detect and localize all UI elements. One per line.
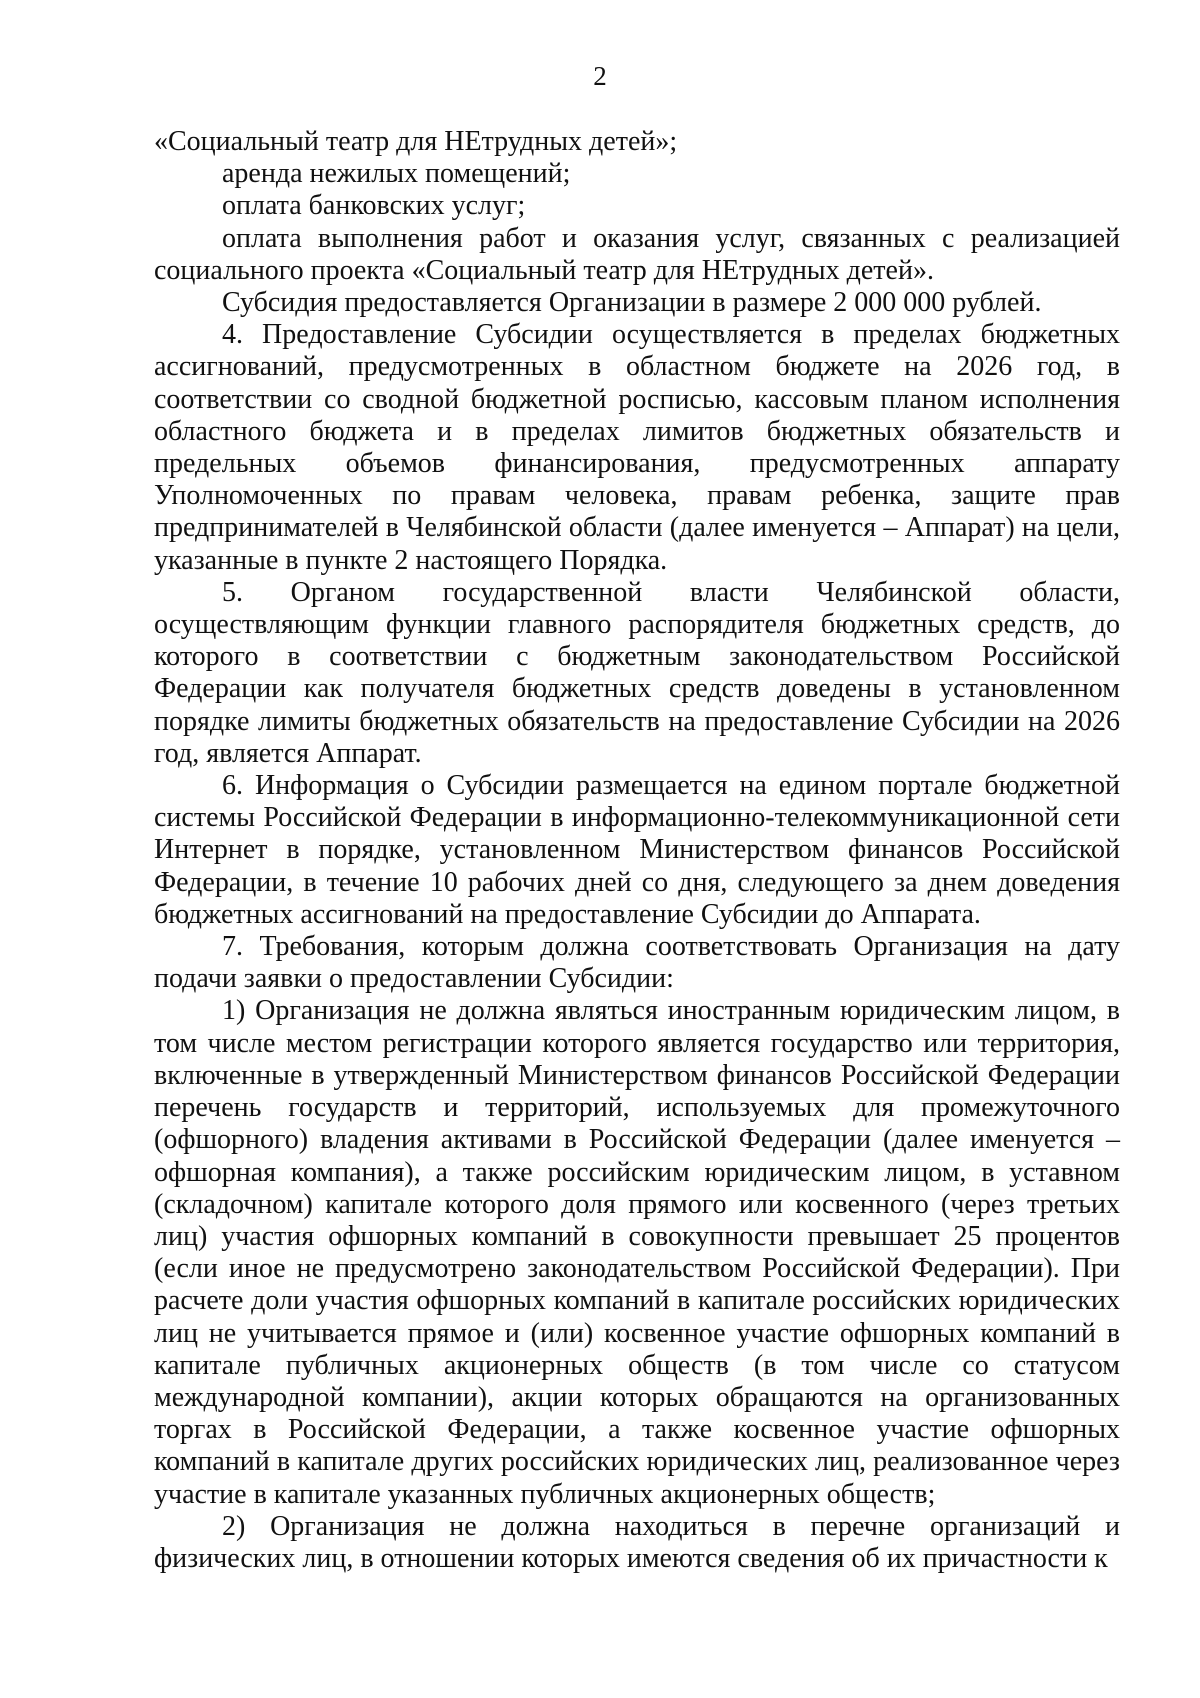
paragraph-item-4: 4. Предоставление Субсидии осуществляется в пределах бюджетных ассигнований, предусмотренных в областном бюджете на 2026 год, в соответствии со сводной бюджетной росписью, кассовым планом исполнения областного бюджета и в пределах лимитов бюджетных обязательств и предельных объемов финансирования, предусмотренных аппарату Уполномоченных по правам человека, правам ребенка, защите прав предпринимателей в Челябинской области (далее именуется – Аппарат) на цели, указанные в пункте 2 настоящего Порядка. [154,319,1120,576]
paragraph-project-name-continuation: «Социальный театр для НЕтрудных детей»; [154,126,678,157]
paragraph-requirement-2: 2) Организация не должна находиться в перечне организаций и физических лиц, в отношении которых имеются сведения об их причастности к [154,1510,1120,1574]
paragraph-subsidy-amount: Субсидия предоставляется Организации в размере 2 000 000 рублей. [222,287,1042,319]
paragraph-works-services: оплата выполнения работ и оказания услуг, связанных с реализацией социального проекта «Социальный театр для НЕтрудных детей». [154,222,1120,286]
paragraph-requirement-1: 1) Организация не должна являться иностранным юридическим лицом, в том числе местом регистрации которого является государство или территория, включенные в утвержденный Министерством финансов Российской Федерации перечень государств и территорий, используемых для промежуточного (офшорного) владения активами в Российской Федерации (далее именуется – офшорная компания), а также российским юридическим лицом, в уставном (складочном) капитале которого доля прямого или косвенного (через третьих лиц) участия офшорных компаний в совокупности превышает 25 процентов (если иное не предусмотрено законодательством Российской Федерации). При расчете доли участия офшорных компаний в капитале российских юридических лиц не учитывается прямое и (или) косвенное участие офшорных компаний в капитале публичных акционерных обществ (в том числе со статусом международной компании), акции которых обращаются на организованных торгах в Российской Федерации, а также косвенное участие офшорных компаний в капитале других российских юридических лиц, реализованное через участие в капитале указанных публичных акционерных обществ; [154,995,1120,1510]
paragraph-rent: аренда нежилых помещений; [222,158,571,190]
page-number: 2 [593,61,607,91]
paragraph-bank-services: оплата банковских услуг; [222,190,526,222]
paragraph-item-5: 5. Органом государственной власти Челябинской области, осуществляющим функции главного распорядителя бюджетных средств, до которого в соответствии с бюджетным законодательством Российской Федерации как получателя бюджетных средств доведены в установленном порядке лимиты бюджетных обязательств на предоставление Субсидии на 2026 год, является Аппарат. [154,576,1120,769]
paragraph-item-6: 6. Информация о Субсидии размещается на едином портале бюджетной системы Российской Федерации в информационно-телекоммуникационной сети Интернет в порядке, установленном Министерством финансов Российской Федерации, в течение 10 рабочих дней со дня, следующего за днем доведения бюджетных ассигнований на предоставление Субсидии до Аппарата. [154,770,1120,930]
document-body [154,126,1120,1575]
paragraph-item-7: 7. Требования, которым должна соответствовать Организация на дату подачи заявки о предоставлении Субсидии: [154,931,1120,995]
